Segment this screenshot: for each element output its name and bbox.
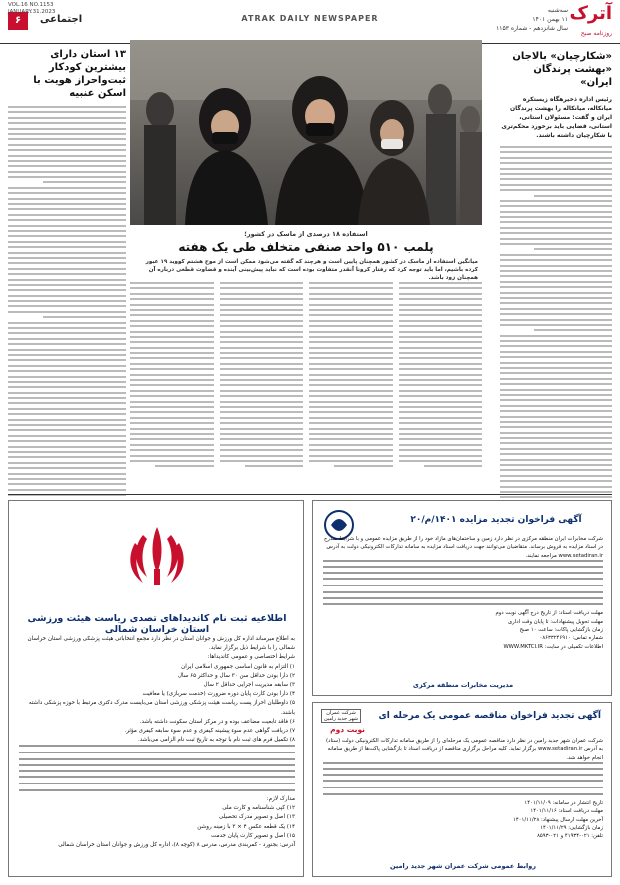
tender-ad-line: مهلت دریافت اسناد: ۱۴۰۱/۱۱/۱۶ (530, 808, 603, 815)
ad-condition-item: ۱) التزام به قانون اساسی جمهوری اسلامی ایران (181, 663, 295, 670)
center-column-2 (309, 282, 393, 482)
ad-address: آدرس: بجنورد - کمربندی مدرس، مدرس ۸ (کوچه ۸)، اداره کل ورزش و جوانان استان خراسان شمالی (58, 841, 295, 848)
tender-ad-line: زمان بازگشایی: ۱۴۰۱/۱۱/۲۹ (540, 824, 603, 831)
volume-number: VOL.16 NO.1153 (8, 2, 54, 8)
left-article (8, 48, 126, 488)
ad-paragraph: به اطلاع میرساند اداره کل ورزش و جوانان استان در نظر دارد مجمع انتخاباتی هیئت پزشکی ورزشی استان خراسان شمالی را با شرایط ذیل برگزار نماید. (27, 636, 295, 652)
sports-board-ad-body (19, 635, 295, 850)
ad-condition-item: ۲) دارا بودن حداقل سن ۳۰ سال و حداکثر ۶۵ سال (177, 672, 295, 679)
right-article-body (500, 146, 612, 520)
ad-conditions-title: شرایط اختصاصی و عمومی کاندیداها: (207, 654, 295, 661)
volume-date: JANUARY.31.2023 (8, 9, 56, 15)
logo-subtitle: روزنامه صبح (580, 30, 612, 37)
dateline-issue: سال شانزدهم - شماره ۱۱۵۳ (496, 25, 568, 32)
tender-ad (312, 702, 612, 877)
tender-ad-line: تاریخ انتشار در سامانه: ۱۴۰۱/۱۱/۰۹ (524, 800, 603, 807)
center-article-body (130, 282, 482, 482)
ad-condition-item: ۸) تکمیل فرم های ثبت نام با توجه به تاریخ ثبت نام الزامی می‌باشد. (137, 737, 295, 744)
tender-ad-text: شرکت عمران شهر جدید رامین در نظر دارد مناقصه عمومی یک مرحله‌ای را از طریق سامانه تدارکات الکترونیکی دولت (ستاد) به آدرس www.setadiran.ir برگزار نماید. کلیه مراحل برگزاری مناقصه از دریافت اسناد تا بازگشایی پاکت‌ها از طریق سامانه انجام خواهد شد. (326, 738, 603, 761)
tender-ad-body (323, 737, 603, 841)
dateline-day: سه‌شنبه (547, 7, 568, 14)
tender-ad-line: تلفن: ۰۲۱-۴۱۹۳۴ و ۰۲۱-۸۵۹۳ (537, 833, 603, 840)
ad-docs-title: مدارک لازم: (266, 795, 295, 802)
center-column-3 (220, 282, 304, 482)
left-article-body (8, 106, 126, 561)
tender-ad-logo: شرکت عمران شهر جدید رامین (321, 709, 361, 723)
auction-ad-body (323, 535, 603, 651)
street-photo-illustration (130, 40, 482, 225)
ad-doc-item: ۱۲) کپی شناسنامه و کارت ملی (222, 805, 295, 812)
right-article-lead: رئیس اداره ذخیرهگاه زیستکره میانکاله، میانکاله را بهشت پرندگان ایران و گفت: مسئولان استانی، استانی، قضایی باید برخورد محکم‌تری با شکارچیان داشته باشند. (501, 96, 612, 139)
dateline-date: ۱۱ بهمن ۱۴۰۱ (532, 16, 568, 23)
photo-kicker: استفاده ۱۸ درصدی از ماسک در کشور؛ (244, 230, 368, 238)
section-divider (8, 494, 612, 495)
sports-board-ad-title[interactable]: اطلاعیه ثبت نام کاندیداهای تصدی ریاست هیئت ورزشی استان خراسان شمالی (27, 613, 287, 635)
street-photo (130, 40, 482, 225)
ad-doc-item: ۱۴) یک قطعه عکس ۴ × ۳ با زمینه روشن (197, 823, 295, 830)
sports-board-ad (8, 500, 304, 877)
photo-headline[interactable]: پلمب ۵۱۰ واحد صنفی متخلف طی یک هفته (178, 240, 434, 254)
auction-ad-line: زمان بازگشایی پاکات: ساعت ۱۰ صبح (519, 626, 603, 633)
newspaper-logo[interactable]: آترک (569, 3, 612, 24)
center-column-1 (399, 282, 483, 482)
ad-doc-item: ۱۳) اصل و تصویر مدرک تحصیلی (218, 814, 295, 821)
tender-ad-round: نوبت دوم (330, 725, 365, 734)
right-article (500, 48, 612, 488)
auction-ad-line: مهلت دریافت اسناد: از تاریخ درج آگهی نوبت دوم (495, 610, 603, 617)
page-header (0, 0, 620, 44)
tender-ad-line: آخرین مهلت ارسال پیشنهاد: ۱۴۰۱/۱۱/۲۸ (512, 816, 603, 823)
ad-condition-item: ۴) دارا بودن کارت پایان دوره ضرورت (خدمت سربازی) یا معافیت (142, 691, 295, 698)
section-title: اجتماعی (40, 14, 83, 25)
ad-doc-item: ۱۵) اصل و تصویر کارت پایان خدمت (211, 832, 295, 839)
auction-ad-line[interactable]: اطلاعات تکمیلی در سایت: WWW.MKTCI.IR (503, 643, 603, 650)
volume-info (8, 2, 55, 16)
auction-ad-signature: مدیریت مخابرات منطقه مرکزی (412, 681, 514, 689)
auction-ad-line: مهلت تحویل پیشنهادات: تا پایان وقت اداری (508, 618, 603, 625)
iran-emblem-icon (121, 521, 193, 593)
left-article-headline[interactable]: ۱۳ استان دارای بیشترین کودکار ثبت‌واحراز هویت با اسکن عنبیه (33, 49, 126, 99)
ad-condition-item: ۷) دریافت گواهی عدم سوء پیشینه کیفری و عدم سوء سابقه کیفری مؤثر. (124, 728, 295, 735)
right-article-headline[interactable]: «شکارچیان» بالاجان «بهشت پرندگان ایران» (512, 51, 612, 88)
center-column-4 (130, 282, 214, 482)
page-number: ۶ (8, 12, 28, 30)
tender-ad-title[interactable]: آگهی تجدید فراخوان مناقصه عمومی یک مرحله ای (378, 711, 601, 721)
photo-lead: میانگین استفاده از ماسک در کشور همچنان پایین است و هرچند که گفته می‌شود ممکن است از موج هشتم کووید ۱۹ عبور کرده باشیم، اما باید توجه کرد که رفتار کرونا آنقدر متفاوت بوده است که نباید پیش‌بینی آینده و قضاوت قطعی درباره آن همچنان زود باشد. (145, 259, 478, 281)
auction-ad-line: شماره تماس: ۰۸۶۳۳۲۴۶۹۱۰ (539, 635, 603, 642)
ad-condition-item: ۶) فاقد تابعیت مضاعف بوده و در مرکز استان سکونت داشته باشد. (139, 718, 295, 725)
tender-ad-signature: روابط عمومی شرکت عمران شهر جدید رامین (389, 862, 537, 870)
ad-condition-item: ۳) سابقه مدیریت اجرایی حداقل ۲ سال (203, 682, 295, 689)
auction-ad-text: شرکت مخابرات ایران منطقه مرکزی در نظر دارد زمین و ساختمان‌های مازاد خود را از طریق مزایده عمومی و با شرایط مندرج در اسناد مزایده به فروش برساند. متقاضیان می‌توانند جهت دریافت اسناد مزایده به سامانه تدارکات الکترونیکی دولت به آدرس www.setadiran.ir مراجعه نمایند. (323, 536, 603, 559)
ad-condition-item: ۵) داوطلبان احراز پست ریاست هیئت پزشکی ورزشی استان می‌بایست مدرک دکتری مرتبط با حوزه پزشکی داشته باشند. (28, 700, 295, 716)
paper-name: ATRAK DAILY NEWSPAPER (241, 14, 379, 23)
auction-ad-title[interactable]: آگهی فراخوان تجدید مزایده ۱۴۰۱/م/۲۰ (410, 515, 582, 525)
auction-ad (312, 500, 612, 696)
dateline (496, 6, 568, 33)
